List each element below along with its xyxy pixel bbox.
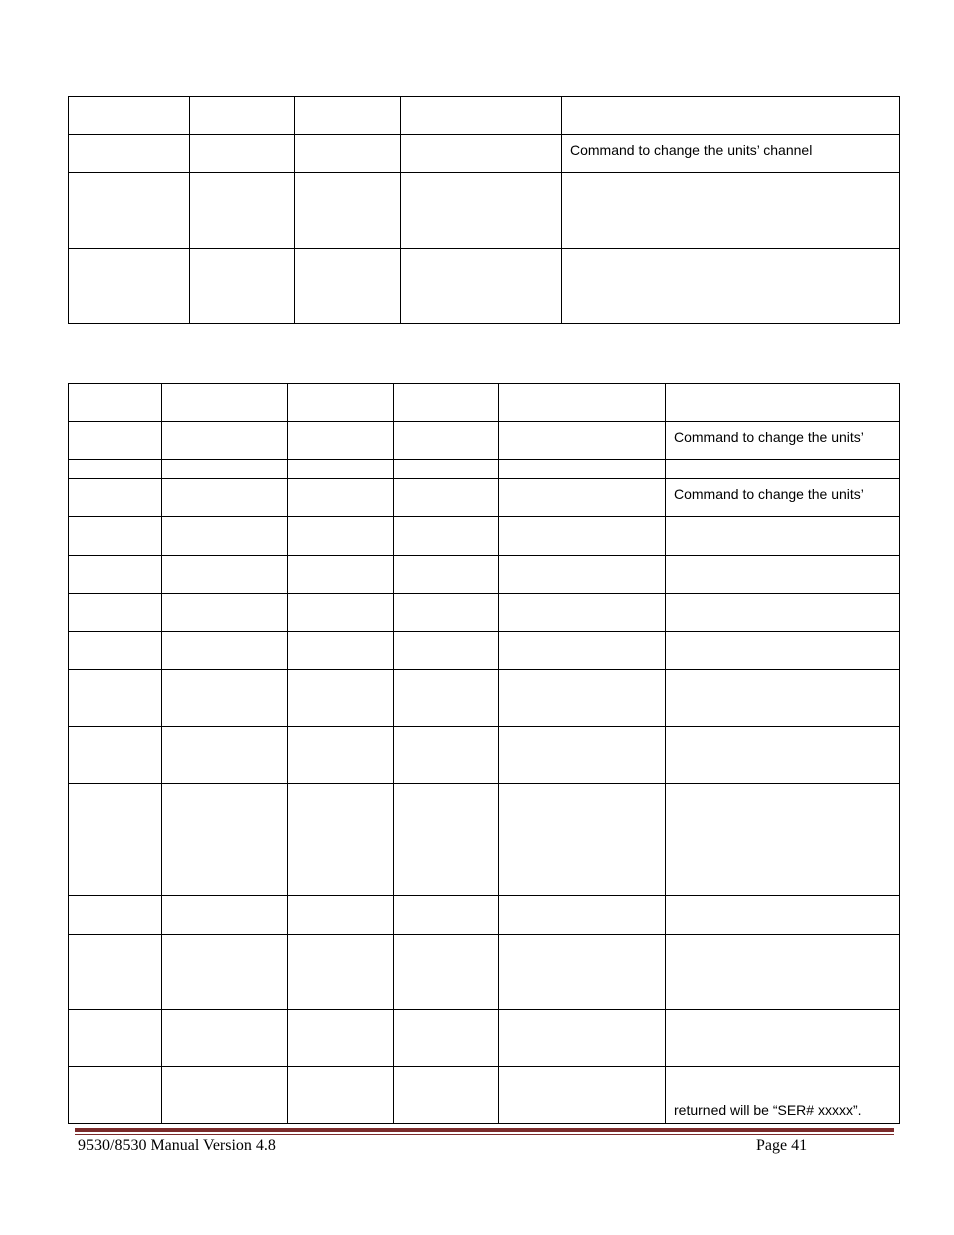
table-cell: [295, 135, 401, 173]
table-cell: [499, 896, 666, 935]
table-cell: [499, 1010, 666, 1067]
table-cell: [69, 1010, 162, 1067]
table-cell: [162, 479, 288, 517]
table-cell: [499, 935, 666, 1010]
table-cell: [288, 670, 394, 727]
table-cell: [562, 97, 900, 135]
table-cell: [401, 135, 562, 173]
table-cell: [288, 422, 394, 460]
table-row: [69, 384, 900, 422]
table-cell: [288, 727, 394, 784]
table-cell: [666, 594, 900, 632]
table-cell: [162, 460, 288, 479]
table-row: [69, 249, 900, 324]
table-cell: [499, 727, 666, 784]
table-cell: [69, 784, 162, 896]
table-row: [69, 556, 900, 594]
table-cell: [69, 384, 162, 422]
command-table-2: [68, 383, 900, 1124]
table-cell: [499, 670, 666, 727]
table-cell: [394, 422, 499, 460]
table-cell: [69, 249, 190, 324]
table-cell: [295, 97, 401, 135]
table-row: [69, 784, 900, 896]
table-cell: [666, 1010, 900, 1067]
table-cell: [666, 517, 900, 556]
table-cell: [394, 460, 499, 479]
table-cell: [666, 384, 900, 422]
table-cell: [288, 517, 394, 556]
table-cell: [288, 594, 394, 632]
description-text: Command to change the units’: [674, 486, 864, 502]
table-row: [69, 460, 900, 479]
table-cell: [499, 517, 666, 556]
table-cell: [69, 935, 162, 1010]
table-cell-description: [666, 1067, 900, 1124]
table-cell: [666, 556, 900, 594]
table-row: [69, 727, 900, 784]
footer-page-number: Page 41: [756, 1137, 808, 1154]
table-cell: [666, 784, 900, 896]
table-row: [69, 1067, 900, 1124]
table-cell: [69, 479, 162, 517]
table-cell: [190, 135, 295, 173]
table-cell: [162, 384, 288, 422]
table-cell-description: [562, 135, 900, 173]
table-cell: [394, 784, 499, 896]
table-cell: [162, 1067, 288, 1124]
table-cell: [162, 935, 288, 1010]
table-cell: [69, 460, 162, 479]
table-cell: [394, 517, 499, 556]
table-cell: [190, 173, 295, 249]
table-row: [69, 479, 900, 517]
table-cell: [69, 422, 162, 460]
table-cell: [162, 594, 288, 632]
description-text: returned will be “SER# xxxxx”.: [674, 1102, 862, 1118]
table-cell: [69, 632, 162, 670]
table-cell: [499, 1067, 666, 1124]
table-cell: [562, 173, 900, 249]
table-cell: [288, 460, 394, 479]
table-cell: [162, 670, 288, 727]
table-cell: [295, 249, 401, 324]
table-row: [69, 632, 900, 670]
table-cell: [190, 249, 295, 324]
table-cell: [666, 632, 900, 670]
table-cell: [499, 632, 666, 670]
command-table-1: [68, 96, 900, 324]
table-cell: [288, 935, 394, 1010]
table-cell: [499, 422, 666, 460]
table-row: [69, 896, 900, 935]
table-cell: [499, 479, 666, 517]
table-cell: [162, 422, 288, 460]
table-cell: [394, 727, 499, 784]
table-cell: [499, 384, 666, 422]
table-cell: [162, 1010, 288, 1067]
footer-rule: [75, 1128, 894, 1132]
table-row: [69, 97, 900, 135]
table-row: [69, 422, 900, 460]
table-cell: [162, 784, 288, 896]
footer-rule-thin: [75, 1134, 894, 1135]
table-row: [69, 517, 900, 556]
table-cell: [666, 727, 900, 784]
table-cell: [288, 1067, 394, 1124]
table-cell: [394, 896, 499, 935]
table-cell: [288, 784, 394, 896]
table-cell: [401, 173, 562, 249]
table-cell: [288, 1010, 394, 1067]
table-cell: [666, 935, 900, 1010]
table-cell: [394, 556, 499, 594]
table-cell: [162, 517, 288, 556]
table-cell: [69, 135, 190, 173]
table-cell: [69, 97, 190, 135]
table-cell: [666, 896, 900, 935]
table-cell: [288, 479, 394, 517]
table-cell: [499, 784, 666, 896]
table-row: [69, 594, 900, 632]
table-cell: [288, 384, 394, 422]
table-cell: [499, 556, 666, 594]
table-cell: [190, 97, 295, 135]
table-cell: [394, 479, 499, 517]
table-cell: [394, 1010, 499, 1067]
table-cell: [562, 249, 900, 324]
table-cell: [295, 173, 401, 249]
footer-manual-version: 9530/8530 Manual Version 4.8: [78, 1137, 276, 1154]
table-cell: [288, 896, 394, 935]
description-text: Command to change the units’ channel: [570, 142, 813, 158]
description-text: Command to change the units’: [674, 429, 864, 445]
table-cell: [69, 594, 162, 632]
table-cell: [69, 727, 162, 784]
table-cell: [401, 97, 562, 135]
table-cell: [666, 460, 900, 479]
table-cell: [69, 1067, 162, 1124]
table-row: [69, 935, 900, 1010]
table-cell: [162, 556, 288, 594]
table-cell-description: [666, 422, 900, 460]
table-cell: [499, 594, 666, 632]
table-cell: [394, 632, 499, 670]
table-cell: [394, 935, 499, 1010]
table-cell: [666, 670, 900, 727]
table-row: [69, 135, 900, 173]
table-row: [69, 1010, 900, 1067]
table-cell: [69, 173, 190, 249]
table-cell: [69, 556, 162, 594]
table-cell: [162, 896, 288, 935]
table-row: [69, 670, 900, 727]
table-cell: [288, 632, 394, 670]
table-cell: [394, 384, 499, 422]
table-cell: [288, 556, 394, 594]
table-cell: [394, 670, 499, 727]
table-cell: [69, 517, 162, 556]
table-cell: [394, 594, 499, 632]
table-cell-description: [666, 479, 900, 517]
table-cell: [69, 670, 162, 727]
table-row: [69, 173, 900, 249]
table-cell: [162, 727, 288, 784]
table-cell: [394, 1067, 499, 1124]
table-cell: [69, 896, 162, 935]
table-cell: [401, 249, 562, 324]
table-cell: [162, 632, 288, 670]
table-cell: [499, 460, 666, 479]
